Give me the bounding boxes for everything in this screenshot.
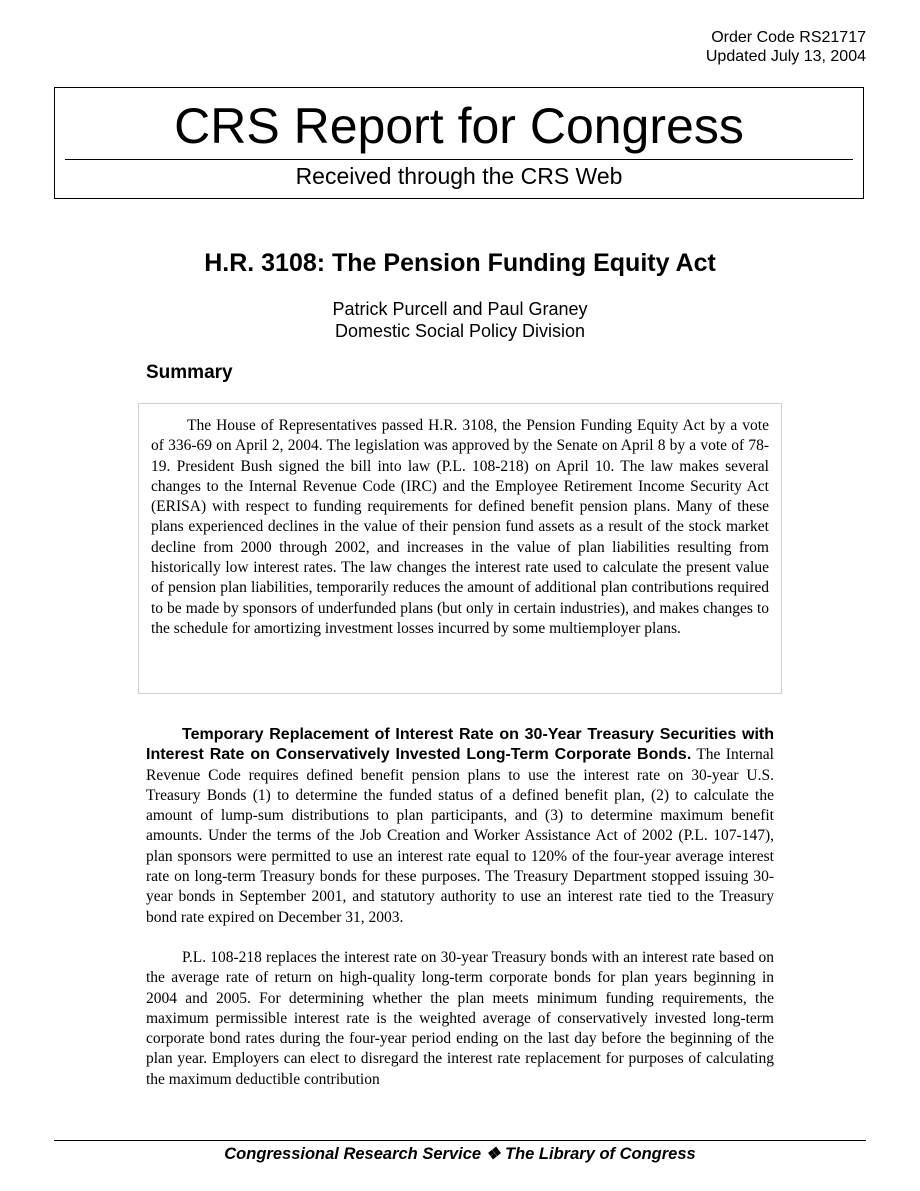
footer-divider: [54, 1140, 866, 1141]
body-paragraph-2: P.L. 108-218 replaces the interest rate on 30-year Treasury bonds with an interest rate based on the average rate of return on high-quality long-term corporate bonds for plan years beginning in 2004 and 2005. For determining whether the plan meets minimum funding requirements, the maximum permissible interest rate is the weighted average of conservatively invested long-term corporate bond rates during the four-year period ending on the last day before the beginning of the plan year. Employers can elect to disregard the interest rate replacement for purposes of calculating the maximum deductible contribution: [146, 948, 774, 1088]
authors: Patrick Purcell and Paul Graney: [332, 299, 588, 319]
masthead-divider: [65, 159, 853, 160]
masthead-subtitle: Received through the CRS Web: [295, 163, 623, 189]
section-heading: Temporary Replacement of Interest Rate on 30-Year Treasury Securities with Interest Rate on Conservatively Invested Long-Term Corporate Bonds.: [146, 726, 774, 764]
body-paragraph-1: [146, 725, 774, 928]
footer-text: Congressional Research Service ❖ The Library of Congress: [224, 1145, 696, 1163]
summary-box: [138, 403, 782, 694]
report-title: H.R. 3108: The Pension Funding Equity Act: [204, 249, 716, 277]
body-paragraph-1-text: The Internal Revenue Code requires defined benefit pension plans to use the interest rate on 30-year U.S. Treasury Bonds (1) to determine the funded status of a defined benefit plan, (2) to calculate the amount of lump-sum distributions to plan participants, and (3) to determine maximum benefit amounts. Under the terms of the Job Creation and Worker Assistance Act of 2002 (P.L. 107-147), plan sponsors were permitted to use an interest rate equal to 120% of the four-year average interest rate on long-term Treasury bonds for these purposes. The Treasury Department stopped issuing 30-year bonds in September 2001, and statutory authority to use an interest rate tied to the Treasury bond rate expired on December 31, 2003.: [146, 746, 774, 926]
body-text: [146, 725, 774, 1090]
order-code-block: [706, 28, 866, 66]
division: Domestic Social Policy Division: [334, 321, 586, 341]
order-code: Order Code RS21717: [711, 29, 866, 46]
summary-text: The House of Representatives passed H.R. 3108, the Pension Funding Equity Act by a vote of 336-69 on April 2, 2004. The legislation was approved by the Senate on April 8 by a vote of 78-19. President Bush signed the bill into law (P.L. 108-218) on April 10. The law makes several changes to the Internal Revenue Code (IRC) and the Employee Retirement Income Security Act (ERISA) with respect to funding requirements for defined benefit pension plans. Many of these plans experienced declines in the value of their pension fund assets as a result of the stock market decline from 2000 through 2002, and increases in the value of plan liabilities resulting from historically low interest rates. The law changes the interest rate used to calculate the present value of pension plan liabilities, temporarily reduces the amount of additional plan contributions required to be made by sponsors of underfunded plans (but only in certain industries), and makes changes to the schedule for amortizing investment losses incurred by some multiemployer plans.: [151, 417, 769, 637]
masthead-title: CRS Report for Congress: [174, 98, 744, 154]
masthead-box: [54, 87, 864, 199]
summary-heading: Summary: [146, 362, 233, 383]
updated-date: Updated July 13, 2004: [705, 48, 866, 65]
author-block: [0, 298, 920, 342]
